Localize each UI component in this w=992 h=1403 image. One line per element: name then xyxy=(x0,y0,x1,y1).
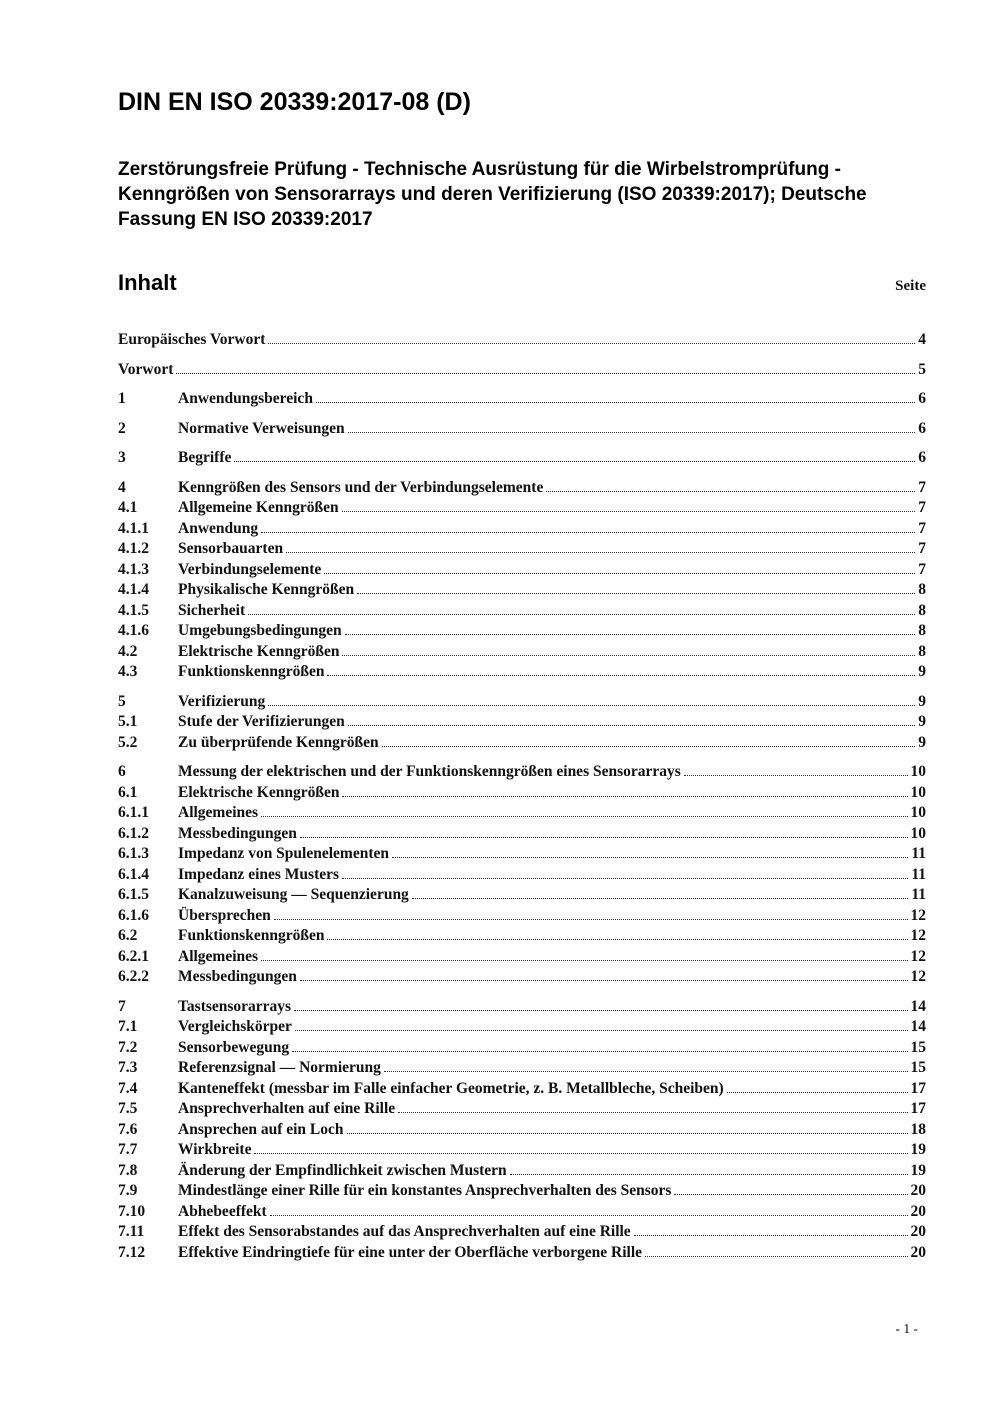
toc-entry-number: 3 xyxy=(118,449,126,466)
toc-entry-page: 20 xyxy=(910,1223,926,1240)
toc-entry xyxy=(118,330,926,351)
toc-entry-label: Kanteneffekt (messbar im Falle einfacher Geometrie, z. B. Metallbleche, Scheiben) xyxy=(178,1079,724,1097)
toc-entry-page: 20 xyxy=(910,1243,926,1261)
toc-leader-dots xyxy=(270,1215,908,1216)
toc-entry xyxy=(118,692,926,713)
toc-entry xyxy=(118,642,926,663)
toc-leader-dots xyxy=(274,919,908,920)
toc-entry-page: 14 xyxy=(910,997,926,1015)
document-title: Zerstörungsfreie Prüfung - Technische Ausrüstung für die Wirbelstromprüfung - Kenngrößen von Sensorarrays und deren Verifizierung (ISO 20339:2017); Deutsche Fassung EN ISO 20339:2017 xyxy=(118,159,867,230)
toc-leader-dots xyxy=(268,705,915,706)
toc-leader-dots xyxy=(674,1194,907,1195)
toc-entry xyxy=(118,712,926,733)
toc-entry xyxy=(118,1058,926,1079)
toc-entry-page: 10 xyxy=(910,763,926,780)
toc-entry-number: 4.1.2 xyxy=(118,540,149,557)
toc-entry xyxy=(118,621,926,642)
toc-entry-number: 7.8 xyxy=(118,1161,138,1179)
toc-entry-page: 20 xyxy=(910,1182,926,1199)
footer-page-number: - 1 - xyxy=(895,1321,918,1336)
toc-entry-page: 9 xyxy=(918,713,926,730)
toc-entry-label: Europäisches Vorwort xyxy=(118,331,266,348)
toc-entry-number: 4.1.4 xyxy=(118,581,149,598)
toc-entry xyxy=(118,997,926,1018)
toc-entry-number: 6.1.5 xyxy=(118,886,149,903)
toc-entry-number: 7.2 xyxy=(118,1038,138,1056)
toc-entry-page: 19 xyxy=(910,1161,926,1179)
toc-leader-dots xyxy=(342,511,916,512)
toc-entry-number: 7.12 xyxy=(118,1243,146,1261)
toc-entry-page: 11 xyxy=(911,886,926,903)
toc-entry-page: 14 xyxy=(910,1018,926,1035)
toc-entry-page: 8 xyxy=(918,642,926,660)
toc-leader-dots xyxy=(327,675,915,676)
toc-entry-page: 7 xyxy=(918,540,926,557)
toc-leader-dots xyxy=(398,1112,907,1113)
toc-leader-dots xyxy=(684,775,908,776)
toc-entry-label: Tastsensorarrays xyxy=(178,997,292,1015)
toc-entry-number: 4 xyxy=(118,478,126,496)
toc-entry xyxy=(118,1181,926,1202)
toc-entry-page: 10 xyxy=(910,783,926,801)
toc-entry-number: 7.11 xyxy=(118,1223,145,1240)
toc-entry xyxy=(118,1017,926,1038)
toc-entry-label: Mindestlänge einer Rille für ein konstantes Ansprechverhalten des Sensors xyxy=(178,1182,672,1199)
toc-entry-label: Umgebungsbedingungen xyxy=(178,622,342,639)
toc-entry xyxy=(118,498,926,519)
toc-entry-page: 19 xyxy=(910,1141,926,1158)
toc-entry-number: 6.2.1 xyxy=(118,947,149,965)
toc-entry-page: 8 xyxy=(918,601,926,619)
toc-entry-label: Wirkbreite xyxy=(178,1141,252,1158)
toc-entry-number: 7.6 xyxy=(118,1120,138,1138)
toc-entry xyxy=(118,478,926,499)
toc-entry-label: Ansprechen auf ein Loch xyxy=(178,1120,344,1138)
toc-entry xyxy=(118,824,926,845)
toc-entry-label: Sicherheit xyxy=(178,601,246,619)
toc-entry-page: 6 xyxy=(918,390,926,407)
toc-entry-page: 7 xyxy=(918,499,926,516)
toc-entry-label: Impedanz eines Musters xyxy=(178,865,340,883)
toc-entry-label: Verbindungselemente xyxy=(178,560,322,578)
toc-entry xyxy=(118,1079,926,1100)
toc-entry-page: 17 xyxy=(910,1100,926,1117)
toc-leader-dots xyxy=(234,461,915,462)
toc-leader-dots xyxy=(412,898,909,899)
toc-leader-dots xyxy=(634,1235,908,1236)
toc-entry xyxy=(118,601,926,622)
toc-leader-dots xyxy=(645,1256,907,1257)
toc-leader-dots xyxy=(348,432,916,433)
document-number: DIN EN ISO 20339:2017-08 (D) xyxy=(118,88,471,116)
toc-entry xyxy=(118,906,926,927)
toc-entry-page: 15 xyxy=(910,1059,926,1076)
toc-entry-page: 10 xyxy=(910,804,926,821)
toc-entry-page: 6 xyxy=(918,419,926,437)
toc-entry-number: 6.1.6 xyxy=(118,906,149,924)
toc-entry xyxy=(118,803,926,824)
toc-leader-dots xyxy=(348,725,915,726)
toc-entry-label: Effekt des Sensorabstandes auf das Ansprechverhalten auf eine Rille xyxy=(178,1223,631,1240)
toc-entry-number: 4.3 xyxy=(118,663,138,680)
toc-entry-label: Anwendungsbereich xyxy=(178,390,313,407)
toc-entry xyxy=(118,947,926,968)
toc-entry xyxy=(118,865,926,886)
toc-entry-label: Sensorbauarten xyxy=(178,540,284,557)
toc-leader-dots xyxy=(261,532,915,533)
toc-entry-page: 7 xyxy=(918,519,926,537)
toc-entry-page: 5 xyxy=(918,360,926,378)
toc-entry-page: 8 xyxy=(918,581,926,598)
toc-header xyxy=(118,270,926,296)
toc-leader-dots xyxy=(324,573,915,574)
toc-entry-number: 6.1.1 xyxy=(118,804,149,821)
toc-entry-label: Vorwort xyxy=(118,360,174,378)
toc-entry xyxy=(118,1038,926,1059)
toc-entry xyxy=(118,1243,926,1264)
toc-leader-dots xyxy=(342,796,907,797)
toc-entry-label: Impedanz von Spulenelementen xyxy=(178,845,389,862)
toc-entry-label: Physikalische Kenngrößen xyxy=(178,581,355,598)
toc-list xyxy=(118,330,926,1263)
toc-entry-page: 12 xyxy=(910,906,926,924)
toc-entry xyxy=(118,1140,926,1161)
toc-entry-page: 11 xyxy=(911,865,926,883)
toc-entry-page: 17 xyxy=(910,1079,926,1097)
toc-entry-page: 4 xyxy=(918,331,926,348)
toc-entry-label: Allgemeine Kenngrößen xyxy=(178,499,339,516)
toc-entry-number: 4.1 xyxy=(118,499,138,516)
toc-entry-label: Elektrische Kenngrößen xyxy=(178,783,340,801)
toc-leader-dots xyxy=(261,960,907,961)
toc-entry-page: 9 xyxy=(918,733,926,751)
toc-entry-label: Übersprechen xyxy=(178,906,271,924)
toc-entry-label: Normative Verweisungen xyxy=(178,419,345,437)
toc-entry-page: 12 xyxy=(910,947,926,965)
toc-entry-page: 11 xyxy=(911,845,926,862)
toc-entry-number: 6.2 xyxy=(118,927,138,944)
toc-leader-dots xyxy=(347,1133,908,1134)
toc-entry-number: 4.1.3 xyxy=(118,560,149,578)
toc-entry xyxy=(118,885,926,906)
toc-entry-page: 7 xyxy=(918,478,926,496)
toc-leader-dots xyxy=(345,634,916,635)
toc-leader-dots xyxy=(357,593,915,594)
toc-entry xyxy=(118,1120,926,1141)
toc-entry-page: 9 xyxy=(918,663,926,680)
toc-entry xyxy=(118,539,926,560)
toc-entry-number: 6.1.4 xyxy=(118,865,149,883)
toc-leader-dots xyxy=(268,343,915,344)
toc-entry xyxy=(118,1161,926,1182)
toc-leader-dots xyxy=(382,746,916,747)
toc-entry xyxy=(118,1202,926,1223)
toc-entry-number: 7.1 xyxy=(118,1018,138,1035)
toc-entry-number: 6 xyxy=(118,763,126,780)
toc-entry-page: 20 xyxy=(910,1202,926,1220)
toc-entry xyxy=(118,844,926,865)
toc-entry-label: Verifizierung xyxy=(178,692,266,710)
toc-leader-dots xyxy=(342,878,908,879)
toc-entry xyxy=(118,662,926,683)
toc-leader-dots xyxy=(294,1010,907,1011)
toc-entry-number: 6.1.2 xyxy=(118,824,149,842)
toc-entry xyxy=(118,519,926,540)
toc-entry-label: Messbedingungen xyxy=(178,824,297,842)
toc-entry-number: 6.1 xyxy=(118,783,138,801)
toc-leader-dots xyxy=(384,1071,908,1072)
toc-heading: Inhalt xyxy=(118,270,177,295)
toc-entry-number: 7.7 xyxy=(118,1141,138,1158)
toc-entry-label: Zu überprüfende Kenngrößen xyxy=(178,733,379,751)
toc-entry xyxy=(118,419,926,440)
toc-entry xyxy=(118,1099,926,1120)
toc-entry-label: Stufe der Verifizierungen xyxy=(178,713,345,730)
toc-entry-number: 4.1.6 xyxy=(118,622,149,639)
toc-leader-dots xyxy=(261,816,907,817)
toc-leader-dots xyxy=(510,1174,908,1175)
toc-entry-label: Referenzsignal — Normierung xyxy=(178,1059,381,1076)
toc-entry xyxy=(118,762,926,783)
toc-entry-label: Änderung der Empfindlichkeit zwischen Mustern xyxy=(178,1161,507,1179)
toc-entry-label: Allgemeines xyxy=(178,804,259,821)
toc-entry-label: Sensorbewegung xyxy=(178,1038,290,1056)
toc-leader-dots xyxy=(248,614,915,615)
toc-leader-dots xyxy=(392,857,908,858)
toc-entry-number: 5 xyxy=(118,692,126,710)
toc-entry-label: Effektive Eindringtiefe für eine unter der Oberfläche verborgene Rille xyxy=(178,1243,643,1261)
toc-entry-number: 7.10 xyxy=(118,1202,146,1220)
toc-page-column-label: Seite xyxy=(895,278,926,294)
toc-entry-page: 8 xyxy=(918,622,926,639)
toc-entry-number: 7.5 xyxy=(118,1100,138,1117)
toc-entry xyxy=(118,360,926,381)
toc-entry-page: 7 xyxy=(918,560,926,578)
toc-entry-page: 12 xyxy=(910,927,926,944)
toc-entry-number: 4.1.1 xyxy=(118,519,149,537)
toc-entry-number: 7 xyxy=(118,997,126,1015)
toc-entry xyxy=(118,389,926,410)
toc-leader-dots xyxy=(327,939,907,940)
toc-entry-label: Anwendung xyxy=(178,519,259,537)
toc-entry xyxy=(118,560,926,581)
toc-entry-label: Kanalzuweisung — Sequenzierung xyxy=(178,886,409,903)
toc-entry-label: Messbedingungen xyxy=(178,968,297,985)
toc-entry-number: 5.1 xyxy=(118,713,138,730)
toc-entry-label: Elektrische Kenngrößen xyxy=(178,642,340,660)
toc-entry xyxy=(118,580,926,601)
toc-entry-page: 9 xyxy=(918,692,926,710)
toc-leader-dots xyxy=(300,980,908,981)
toc-entry-page: 10 xyxy=(910,824,926,842)
toc-leader-dots xyxy=(727,1092,908,1093)
toc-entry-label: Begriffe xyxy=(178,449,232,466)
toc-leader-dots xyxy=(300,837,908,838)
toc-leader-dots xyxy=(292,1051,907,1052)
toc-entry-number: 7.9 xyxy=(118,1182,138,1199)
toc-entry xyxy=(118,967,926,988)
toc-entry-label: Abhebeeffekt xyxy=(178,1202,267,1220)
toc-leader-dots xyxy=(316,402,915,403)
toc-entry-page: 6 xyxy=(918,449,926,466)
toc-entry-page: 18 xyxy=(910,1120,926,1138)
toc-entry-label: Kenngrößen des Sensors und der Verbindungselemente xyxy=(178,478,544,496)
toc-leader-dots xyxy=(295,1030,908,1031)
toc-entry-number: 4.2 xyxy=(118,642,138,660)
toc-entry xyxy=(118,926,926,947)
toc-entry-label: Funktionskenngrößen xyxy=(178,927,325,944)
toc-entry-label: Funktionskenngrößen xyxy=(178,663,325,680)
toc-entry xyxy=(118,733,926,754)
page-content xyxy=(118,0,926,1263)
toc-entry-number: 4.1.5 xyxy=(118,601,149,619)
toc-entry-label: Vergleichskörper xyxy=(178,1018,292,1035)
toc-entry xyxy=(118,1222,926,1243)
toc-entry-label: Messung der elektrischen und der Funktionskenngrößen eines Sensorarrays xyxy=(178,763,681,780)
toc-entry-number: 1 xyxy=(118,390,126,407)
toc-leader-dots xyxy=(254,1153,907,1154)
toc-entry-page: 12 xyxy=(910,968,926,985)
toc-leader-dots xyxy=(342,655,915,656)
toc-entry-number: 5.2 xyxy=(118,733,138,751)
toc-entry-number: 7.4 xyxy=(118,1079,138,1097)
toc-entry xyxy=(118,448,926,469)
toc-leader-dots xyxy=(546,491,915,492)
toc-entry-label: Ansprechverhalten auf eine Rille xyxy=(178,1100,396,1117)
toc-entry-number: 6.2.2 xyxy=(118,968,149,985)
toc-leader-dots xyxy=(176,373,915,374)
toc-entry xyxy=(118,783,926,804)
toc-entry-number: 7.3 xyxy=(118,1059,138,1076)
toc-entry-number: 6.1.3 xyxy=(118,845,149,862)
toc-leader-dots xyxy=(286,552,915,553)
toc-entry-number: 2 xyxy=(118,419,126,437)
toc-entry-page: 15 xyxy=(910,1038,926,1056)
toc-entry-label: Allgemeines xyxy=(178,947,259,965)
